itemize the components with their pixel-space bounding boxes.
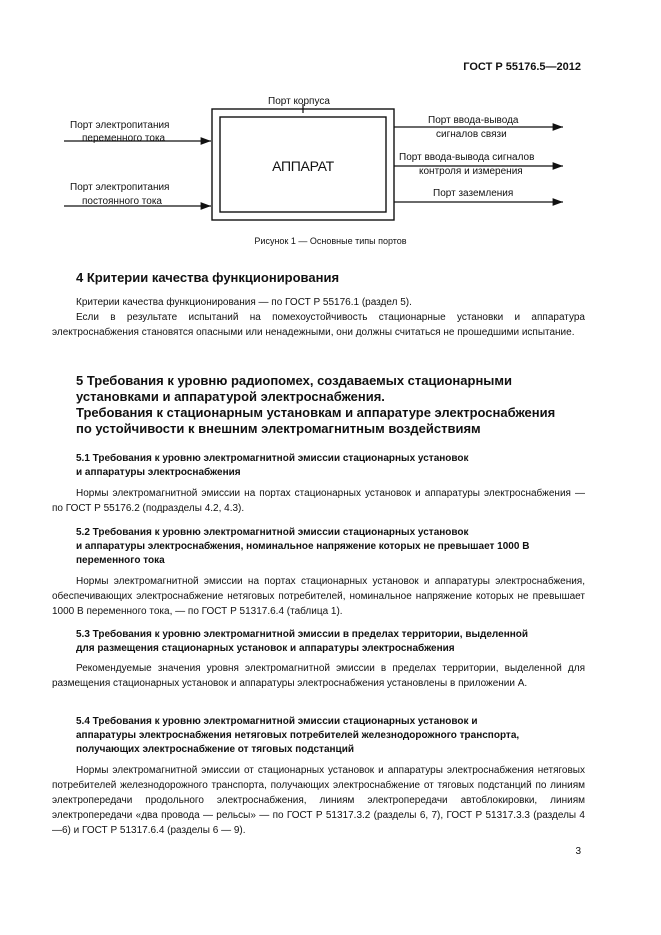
section-4-title: 4 Критерии качества функционирования xyxy=(76,270,340,285)
control-port-label-line1: Порт ввода-вывода сигналов xyxy=(399,152,535,163)
section-5-title-line1: 5 Требования к уровню радиопомех, создаваемых стационарными xyxy=(76,373,513,388)
subsection-5-4-title-line3: получающих электроснабжение от тяговых подстанций xyxy=(76,744,354,755)
subsection-5-3-title-line1: 5.3 Требования к уровню электромагнитной эмиссии в пределах территории, выделенной xyxy=(76,629,529,640)
comm-port-label-line1: Порт ввода-вывода xyxy=(428,115,519,126)
control-port-label-line2: контроля и измерения xyxy=(419,166,523,177)
subsection-5-3-title-line2: для размещения стационарных установок и аппаратуры электроснабжения xyxy=(76,643,455,654)
subsection-5-3-text: Рекомендуемые значения уровня электромагнитной эмиссии в пределах территории, выделенной для размещения стационарных установок и аппаратуры электроснабжения установлены в приложении А. xyxy=(52,663,585,689)
subsection-5-2-title-line1: 5.2 Требования к уровню электромагнитной эмиссии стационарных установок xyxy=(76,527,469,538)
subsection-5-4-title-line1: 5.4 Требования к уровню электромагнитной эмиссии стационарных установок и xyxy=(76,716,478,727)
figure-caption: Рисунок 1 — Основные типы портов xyxy=(254,236,407,246)
subsection-5-1-title-line2: и аппаратуры электроснабжения xyxy=(76,467,241,478)
comm-port-label-line2: сигналов связи xyxy=(436,129,507,140)
section-4-para-2: Если в результате испытаний на помехоустойчивость стационарные установки и аппаратура электроснабжения становятся опасными или ненадежными, они должны считаться не прошедшими испытание. xyxy=(52,312,585,338)
subsection-5-1-text: Нормы электромагнитной эмиссии на портах стационарных установок и аппаратуры электроснабжения — по ГОСТ Р 55176.2 (подразделы 4.2, 4.3). xyxy=(52,488,585,514)
dc-port-label-line1: Порт электропитания xyxy=(70,182,170,193)
subsection-5-1-title-line1: 5.1 Требования к уровню электромагнитной эмиссии стационарных установок xyxy=(76,453,469,464)
ground-port-label: Порт заземления xyxy=(433,188,514,199)
subsection-5-4-title-line2: аппаратуры электроснабжения нетяговых потребителей железнодорожного транспорта, xyxy=(76,730,520,741)
document-number: ГОСТ Р 55176.5—2012 xyxy=(463,61,581,73)
section-5-title-line4: по устойчивости к внешним электромагнитным воздействиям xyxy=(76,421,481,436)
subsection-5-2-text: Нормы электромагнитной эмиссии на портах стационарных установок и аппаратуры электроснабжения, обеспечивающих электроснабжение нетяговых потребителей, номинальное напряжение которых не превышает 1000 В переменного тока, — по ГОСТ Р 51317.6.4 (таблица 1). xyxy=(52,576,585,617)
ac-port-label-line1: Порт электропитания xyxy=(70,120,170,131)
subsection-5-2-title-line2: и аппаратуры электроснабжения, номинальное напряжение которых не превышает 1000 В xyxy=(76,541,530,552)
enclosure-port-label: Порт корпуса xyxy=(268,96,330,107)
section-5-title-line2: установками и аппаратурой электроснабжения. xyxy=(76,389,385,404)
ac-port-label-line2: переменного тока xyxy=(82,133,166,144)
page-number: 3 xyxy=(575,846,581,857)
section-5-title-line3: Требования к стационарным установкам и аппаратуре электроснабжения xyxy=(76,405,556,420)
subsection-5-4-text: Нормы электромагнитной эмиссии от стационарных установок и аппаратуры электроснабжения нетяговых потребителей железнодорожного транспорта, получающих электроснабжение от тяговых подстанций по линиям электропередачи продольного электроснабжения, линиям электропередачи автоблокировки, линиям электропередачи «два провода — рельсы» — по ГОСТ Р 51317.3.2 (разделы 6, 7), ГОСТ Р 51317.3.3 (разделы 4—6) и ГОСТ Р 51317.6.4 (разделы 6 — 9). xyxy=(52,765,585,836)
section-4-para-1: Критерии качества функционирования — по ГОСТ Р 55176.1 (раздел 5). xyxy=(76,297,412,308)
apparatus-label: АППАРАТ xyxy=(272,158,334,174)
dc-port-label-line2: постоянного тока xyxy=(82,196,162,207)
subsection-5-2-title-line3: переменного тока xyxy=(76,555,165,566)
